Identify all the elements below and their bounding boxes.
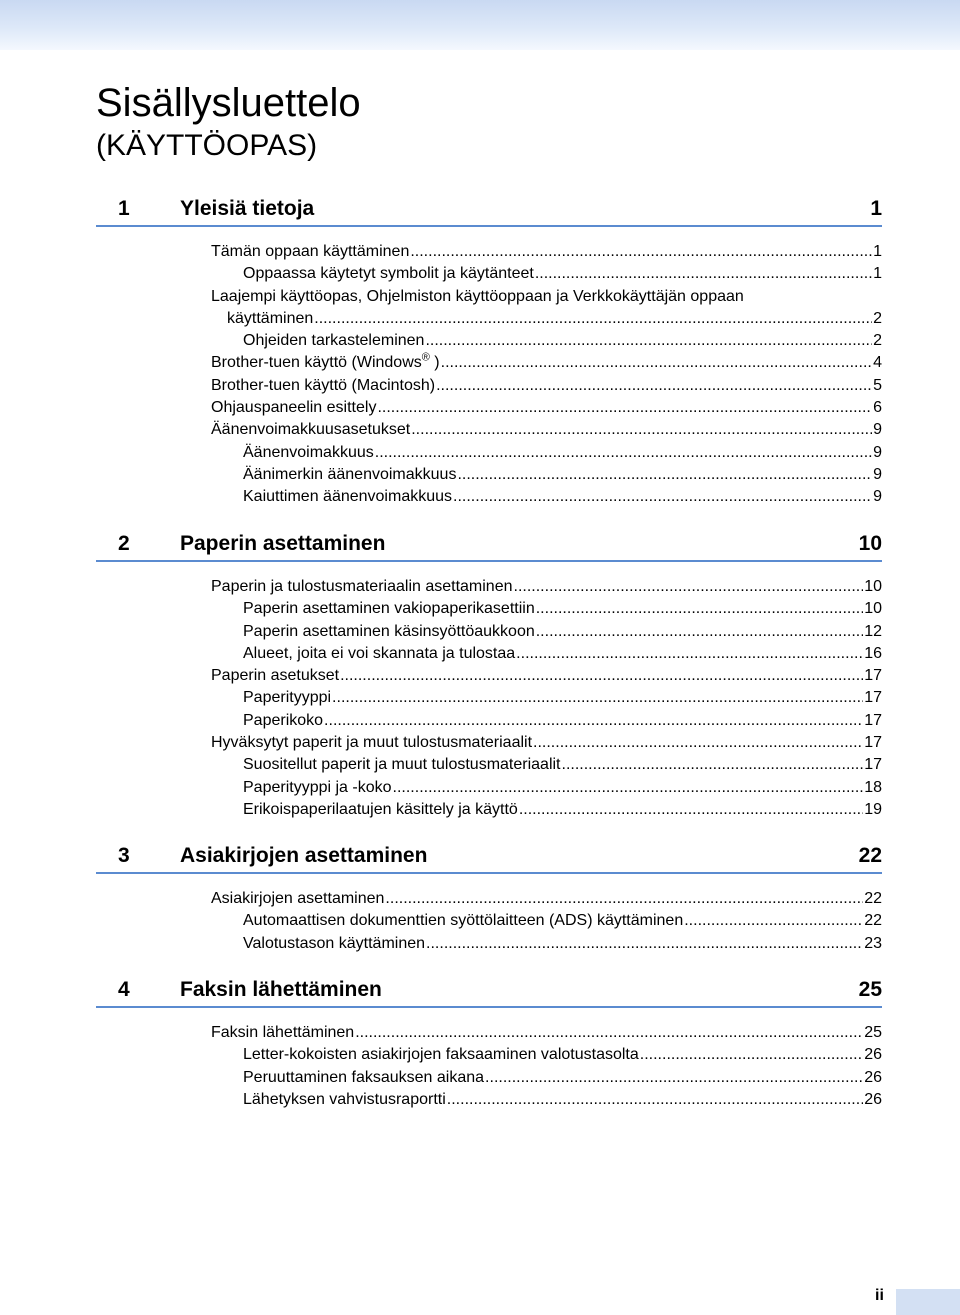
toc-entry[interactable]: Lähetyksen vahvistusraportti ..... 26	[96, 1089, 882, 1111]
leader-dots	[457, 464, 872, 486]
toc-entry[interactable]: Äänenvoimakkuusasetukset ..... 9	[96, 419, 882, 441]
toc-entry[interactable]: Alueet, joita ei voi skannata ja tulostaa ..... 16	[96, 643, 882, 665]
leader-dots	[447, 1089, 863, 1111]
chapter-3	[96, 842, 882, 955]
toc-entry[interactable]: Äänenvoimakkuus ..... 9	[96, 442, 882, 464]
leader-dots	[385, 888, 863, 910]
chapter-title: Yleisiä tietoja	[180, 197, 315, 220]
toc-entry[interactable]: Paperin asettaminen käsinsyöttöaukkoon ..... 12	[96, 621, 882, 643]
chapter-1	[96, 195, 882, 509]
chapter-page: 25	[858, 978, 882, 1001]
leader-dots	[436, 375, 872, 397]
leader-dots	[332, 687, 863, 709]
toc-entry[interactable]: Oppaassa käytetyt symbolit ja käytänteet ..... 1	[96, 263, 882, 285]
leader-dots	[485, 1067, 863, 1089]
toc-entry[interactable]: Paperityyppi ..... 17	[96, 687, 882, 709]
leader-dots	[426, 933, 863, 955]
toc-entry[interactable]: Automaattisen dokumenttien syöttölaitteen (ADS) käyttäminen ..... 22	[96, 910, 882, 932]
chapter-heading[interactable]	[96, 530, 882, 562]
leader-dots	[536, 621, 863, 643]
leader-dots	[411, 419, 872, 441]
leader-dots	[410, 241, 872, 263]
leader-dots	[533, 732, 863, 754]
page-title: Sisällysluettelo	[96, 81, 361, 125]
chapter-heading[interactable]	[96, 976, 882, 1008]
toc-entry[interactable]: Erikoispaperilaatujen käsittely ja käyttö ..... 19	[96, 799, 882, 821]
toc-entry[interactable]: Ohjeiden tarkasteleminen ..... 2	[96, 330, 882, 352]
toc-entry[interactable]: Letter-kokoisten asiakirjojen faksaaminen valotustasolta ..... 26	[96, 1044, 882, 1066]
chapter-number: 2	[118, 532, 130, 555]
chapter-number: 1	[118, 197, 130, 220]
leader-dots	[684, 910, 863, 932]
toc-entry[interactable]: Asiakirjojen asettaminen ..... 22	[96, 888, 882, 910]
toc-entry[interactable]: Suositellut paperit ja muut tulostusmateriaalit ..... 17	[96, 754, 882, 776]
leader-dots	[640, 1044, 863, 1066]
leader-dots	[516, 643, 863, 665]
chapter-2	[96, 530, 882, 821]
leader-dots	[562, 754, 864, 776]
page-number: ii	[875, 1287, 884, 1304]
toc-entry[interactable]: Paperin asetukset ..... 17	[96, 665, 882, 687]
toc-entry[interactable]: Paperityyppi ja -koko ..... 18	[96, 777, 882, 799]
chapter-page: 22	[858, 844, 882, 867]
chapter-page: 10	[858, 532, 882, 555]
chapter-heading[interactable]	[96, 842, 882, 874]
toc-entry[interactable]: Laajempi käyttöopas, Ohjelmiston käyttöoppaan ja Verkkokäyttäjän oppaan	[211, 287, 744, 305]
leader-dots	[441, 352, 872, 374]
chapter-title: Asiakirjojen asettaminen	[180, 844, 428, 867]
top-color-band	[0, 0, 960, 50]
leader-dots	[514, 576, 864, 598]
chapter-title: Paperin asettaminen	[180, 532, 386, 555]
page-subtitle: (KÄYTTÖOPAS)	[96, 129, 318, 162]
toc-entry[interactable]: Brother-tuen käyttö (Windows® ) ..... 4	[96, 352, 882, 374]
chapter-number: 3	[118, 844, 130, 867]
toc-entry[interactable]: Paperikoko ..... 17	[96, 710, 882, 732]
page-number-tab	[896, 1289, 960, 1315]
toc-entry[interactable]: Peruuttaminen faksauksen aikana ..... 26	[96, 1067, 882, 1089]
chapter-page: 1	[870, 197, 882, 220]
toc-entry[interactable]: Ohjauspaneelin esittely ..... 6	[96, 397, 882, 419]
chapter-4	[96, 976, 882, 1111]
leader-dots	[377, 397, 872, 419]
toc-entry[interactable]: Kaiuttimen äänenvoimakkuus ..... 9	[96, 486, 882, 508]
leader-dots	[425, 330, 872, 352]
chapter-heading[interactable]	[96, 195, 882, 227]
registered-mark: ®	[421, 352, 430, 365]
toc-entry[interactable]: Faksin lähettäminen ..... 25	[96, 1022, 882, 1044]
leader-dots	[453, 486, 872, 508]
leader-dots	[324, 710, 863, 732]
toc-entry[interactable]: Paperin asettaminen vakiopaperikasettiin ..... 10	[96, 598, 882, 620]
toc-entry[interactable]: Tämän oppaan käyttäminen ..... 1	[96, 241, 882, 263]
chapter-number: 4	[118, 978, 130, 1001]
toc-entry[interactable]: Brother-tuen käyttö (Macintosh) ..... 5	[96, 375, 882, 397]
leader-dots	[536, 598, 863, 620]
leader-dots	[340, 665, 863, 687]
chapter-title: Faksin lähettäminen	[180, 978, 382, 1001]
toc-entry[interactable]: käyttäminen ..... 2	[96, 308, 882, 330]
leader-dots	[375, 442, 872, 464]
leader-dots	[535, 263, 872, 285]
toc-entry[interactable]: Valotustason käyttäminen ..... 23	[96, 933, 882, 955]
toc-entry[interactable]: Hyväksytyt paperit ja muut tulostusmateriaalit ..... 17	[96, 732, 882, 754]
toc-entry[interactable]: Äänimerkin äänenvoimakkuus ..... 9	[96, 464, 882, 486]
leader-dots	[519, 799, 863, 821]
leader-dots	[355, 1022, 863, 1044]
leader-dots	[393, 777, 864, 799]
toc-entry[interactable]: Paperin ja tulostusmateriaalin asettaminen ..... 10	[96, 576, 882, 598]
leader-dots	[314, 308, 872, 330]
